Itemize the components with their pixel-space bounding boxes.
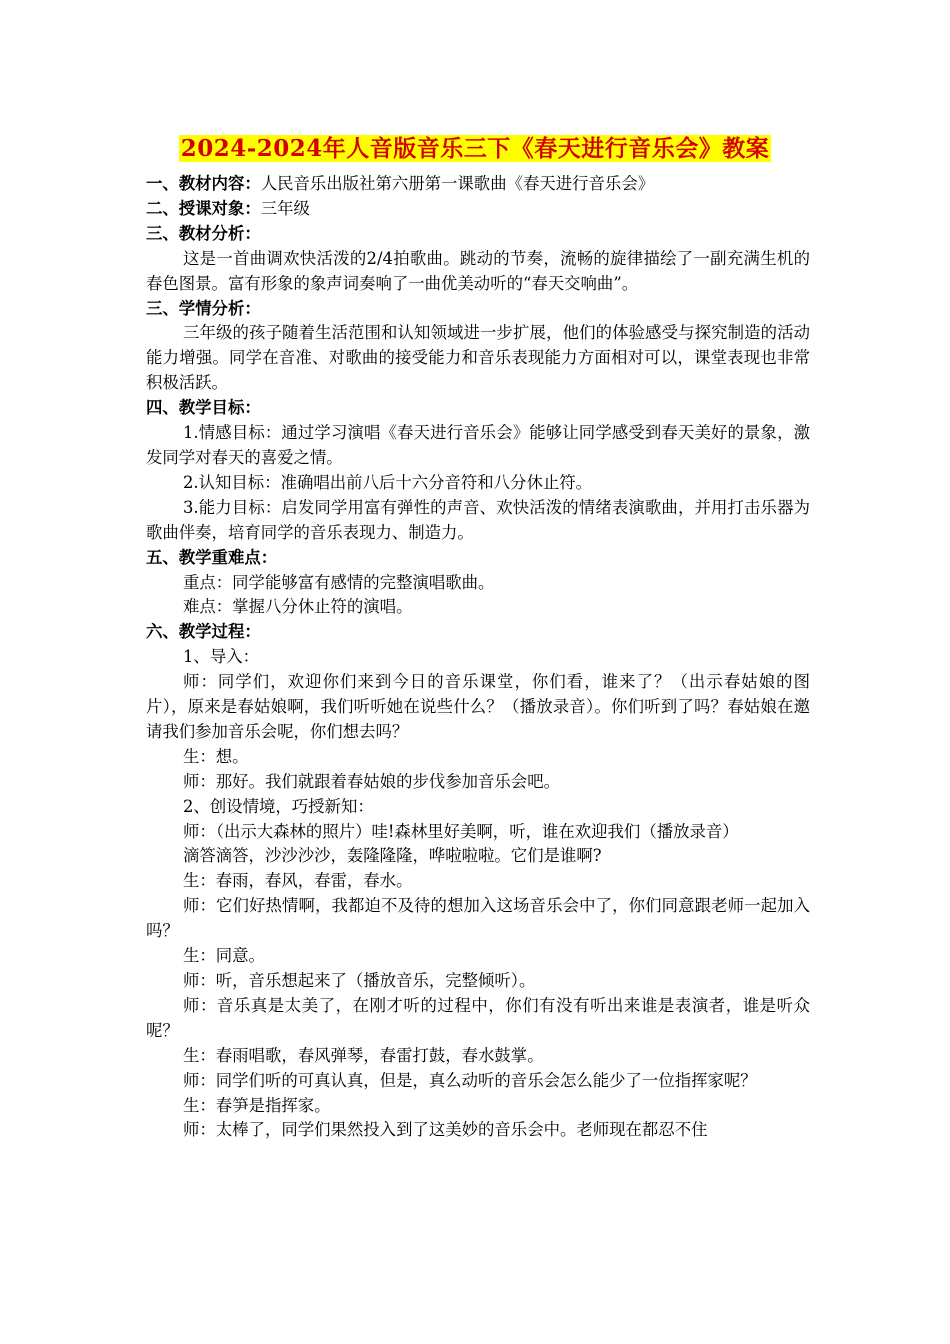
document-title: 2024-2024年人音版音乐三下《春天进行音乐会》教案 [180, 135, 770, 162]
section-2-label: 二、授课对象： [146, 198, 261, 218]
process-paragraph: 师：太棒了，同学们果然投入到了这美妙的音乐会中。老师现在都忍不住 [183, 1120, 708, 1140]
section-4-paragraph: 三年级的孩子随着生活范围和认知领域进一步扩展，他们的体验感受与探究制造的活动能力增强。同学在音准、对歌曲的接受能力和音乐表现能力方面相对可以，课堂表现也非常积极活跃。 [146, 323, 810, 393]
process-paragraph: 生：同意。 [183, 946, 265, 966]
process-paragraph: 生：春笋是指挥家。 [183, 1095, 331, 1115]
process-paragraph: 师：同学们，欢迎你们来到今日的音乐课堂，你们看，谁来了？（出示春姑娘的图片），原来是春姑娘啊，我们听听她在说些什么？（播放录音）。你们听到了吗？春姑娘在邀请我们参加音乐会呢，你们想去吗？ [146, 672, 810, 741]
key-point: 重点：同学能够富有感情的完整演唱歌曲。 [183, 572, 495, 592]
document-body [146, 172, 810, 1143]
process-paragraph: 师：同学们听的可真认真，但是，真么动听的音乐会怎么能少了一位指挥家呢？ [183, 1070, 757, 1090]
section-6-heading: 五、教学重难点： [146, 547, 278, 567]
section-2-heading [146, 197, 810, 222]
goal-ability: 3.能力目标：启发同学用富有弹性的声音、欢快活泼的情绪表演歌曲，并用打击乐器为歌曲伴奏，培育同学的音乐表现力、制造力。 [146, 497, 810, 542]
process-step-1: 1、导入： [183, 647, 259, 667]
document-title-wrap [0, 132, 950, 166]
section-3-heading: 三、教材分析： [146, 223, 261, 243]
section-2-text: 三年级 [260, 198, 310, 218]
process-paragraph: 生：春雨唱歌，春风弹琴，春雷打鼓，春水鼓掌。 [183, 1045, 544, 1065]
process-paragraph: 生：春雨，春风，春雷，春水。 [183, 871, 413, 891]
section-4-heading: 三、学情分析： [146, 298, 261, 318]
process-paragraph: 师：音乐真是太美了，在刚才听的过程中，你们有没有听出来谁是表演者，谁是听众呢？ [146, 995, 810, 1040]
goal-cognition: 2.认知目标：准确唱出前八后十六分音符和八分休止符。 [183, 472, 593, 492]
process-paragraph: 师：（出示大森林的照片）哇!森林里好美啊，听，谁在欢迎我们（播放录音） [183, 821, 739, 841]
section-1-heading [146, 172, 810, 197]
difficult-point: 难点：掌握八分休止符的演唱。 [183, 597, 413, 617]
process-paragraph: 师：它们好热情啊，我都迫不及待的想加入这场音乐会中了，你们同意跟老师一起加入吗？ [146, 896, 810, 941]
process-paragraph: 师：那好。我们就跟着春姑娘的步伐参加音乐会吧。 [183, 771, 560, 791]
goal-emotion: 1.情感目标：通过学习演唱《春天进行音乐会》能够让同学感受到春天美好的景象，激发同学对春天的喜爱之情。 [146, 423, 810, 467]
section-1-text: 人民音乐出版社第六册第一课歌曲《春天进行音乐会》 [260, 174, 655, 193]
process-paragraph: 师：听，音乐想起来了（播放音乐，完整倾听）。 [183, 971, 536, 990]
process-paragraph: 滴答滴答，沙沙沙沙，轰隆隆隆，哗啦啦啦。它们是谁啊? [183, 846, 602, 866]
process-step-2: 2、创设情境，巧授新知： [183, 796, 374, 816]
process-paragraph: 生：想。 [183, 746, 249, 766]
section-5-heading: 四、教学目标： [146, 398, 261, 418]
section-7-heading: 六、教学过程： [146, 622, 261, 642]
section-1-label: 一、教材内容： [146, 174, 261, 193]
section-3-paragraph: 这是一首曲调欢快活泼的2/4拍歌曲。跳动的节奏，流畅的旋律描绘了一副充满生机的春色图景。富有形象的象声词奏响了一曲优美动听的“春天交响曲”。 [146, 248, 810, 293]
